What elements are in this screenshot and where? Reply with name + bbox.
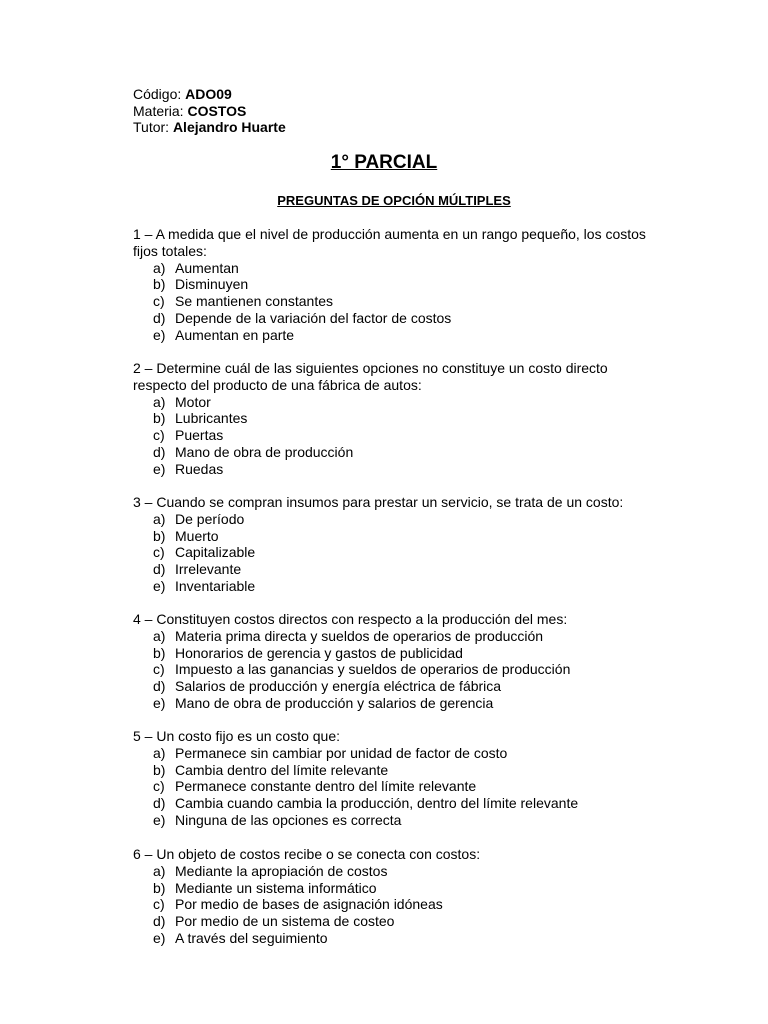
option-letter: d) xyxy=(153,913,166,930)
option-item xyxy=(133,913,663,930)
option-item xyxy=(133,578,663,595)
option-letter: a) xyxy=(153,259,166,276)
option-item xyxy=(133,930,663,947)
option-text: Capitalizable xyxy=(175,544,256,561)
option-item xyxy=(133,762,663,779)
option-text: Depende de la variación del factor de costos xyxy=(175,309,452,326)
option-letter: b) xyxy=(153,761,166,778)
option-item xyxy=(133,528,663,545)
option-item xyxy=(133,310,663,327)
tutor-line xyxy=(133,119,286,136)
options-list xyxy=(133,511,663,595)
option-text: Inventariable xyxy=(175,577,256,594)
tutor-label: Tutor: xyxy=(133,119,170,135)
option-item xyxy=(133,394,663,411)
option-text: Por medio de bases de asignación idóneas xyxy=(175,896,443,913)
option-letter: c) xyxy=(153,544,165,561)
option-item xyxy=(133,561,663,578)
option-letter: e) xyxy=(153,577,166,594)
option-item xyxy=(133,427,663,444)
option-text: Ruedas xyxy=(175,460,224,477)
option-item xyxy=(133,745,663,762)
option-item xyxy=(133,327,663,344)
materia-label: Materia: xyxy=(133,102,184,119)
option-text: Se mantienen constantes xyxy=(175,293,333,310)
options-list xyxy=(133,260,663,344)
option-text: Mediante un sistema informático xyxy=(175,879,377,896)
codigo-line xyxy=(133,86,286,103)
option-item xyxy=(133,444,663,461)
option-item xyxy=(133,880,663,897)
question-2 xyxy=(133,360,663,478)
option-item xyxy=(133,661,663,678)
option-text: Disminuyen xyxy=(175,276,249,293)
option-item xyxy=(133,461,663,478)
option-letter: c) xyxy=(153,427,165,444)
option-letter: b) xyxy=(153,410,166,427)
option-item xyxy=(133,293,663,310)
option-letter: a) xyxy=(153,510,166,527)
option-item xyxy=(133,678,663,695)
option-item xyxy=(133,695,663,712)
option-text: Impuesto a las ganancias y sueldos de operarios de producción xyxy=(175,661,571,678)
option-item xyxy=(133,628,663,645)
option-text: Aumentan xyxy=(175,259,239,276)
option-text: Muerto xyxy=(175,527,219,544)
codigo-label: Código: xyxy=(133,86,182,102)
option-text: Materia prima directa y sueldos de operarios de producción xyxy=(175,627,544,644)
option-text: Mediante la apropiación de costos xyxy=(175,862,388,879)
page-title: 1° PARCIAL xyxy=(330,152,438,173)
option-letter: e) xyxy=(153,326,166,343)
option-text: De período xyxy=(175,510,245,527)
option-letter: d) xyxy=(153,443,166,460)
option-text: Puertas xyxy=(175,427,224,444)
option-letter: a) xyxy=(153,393,166,410)
option-item xyxy=(133,812,663,829)
option-letter: c) xyxy=(153,896,165,913)
option-text: Mano de obra de producción y salarios de gerencia xyxy=(175,694,494,711)
question-text: 6 – Un objeto de costos recibe o se conecta con costos: xyxy=(133,846,481,862)
option-text: Salarios de producción y energía eléctrica de fábrica xyxy=(175,678,502,695)
option-letter: b) xyxy=(153,879,166,896)
tutor-value: Alejandro Huarte xyxy=(172,119,286,135)
option-letter: a) xyxy=(153,744,166,761)
option-letter: a) xyxy=(153,627,166,644)
option-text: Lubricantes xyxy=(175,410,248,427)
option-text: Mano de obra de producción xyxy=(175,443,354,460)
option-letter: d) xyxy=(153,561,166,578)
question-6 xyxy=(133,846,663,947)
option-item xyxy=(133,778,663,795)
options-list xyxy=(133,394,663,478)
option-text: Irrelevante xyxy=(175,561,242,578)
option-letter: d) xyxy=(153,309,166,326)
option-item xyxy=(133,276,663,293)
option-text: Honorarios de gerencia y gastos de publicidad xyxy=(175,644,463,661)
option-text: Permanece sin cambiar por unidad de factor de costo xyxy=(175,744,508,761)
question-1 xyxy=(133,226,663,344)
question-text: 2 – Determine cuál de las siguientes opciones no constituye un costo directo respecto del producto de una fábrica de autos: xyxy=(133,360,608,393)
option-text: Por medio de un sistema de costeo xyxy=(175,913,395,930)
option-letter: c) xyxy=(153,778,165,795)
option-text: A través del seguimiento xyxy=(175,929,328,946)
option-item xyxy=(133,544,663,561)
option-item xyxy=(133,645,663,662)
option-letter: a) xyxy=(153,862,166,879)
option-letter: e) xyxy=(153,811,166,828)
question-text: 5 – Un costo fijo es un costo que: xyxy=(133,728,341,744)
question-text: 4 – Constituyen costos directos con respecto a la producción del mes: xyxy=(133,611,568,627)
codigo-value: ADO09 xyxy=(185,86,232,102)
option-text: Aumentan en parte xyxy=(175,326,295,343)
option-letter: c) xyxy=(153,293,165,310)
section-subtitle: PREGUNTAS DE OPCIÓN MÚLTIPLES xyxy=(277,193,511,208)
question-5 xyxy=(133,728,663,829)
option-text: Motor xyxy=(175,393,211,410)
option-letter: d) xyxy=(153,795,166,812)
document-header xyxy=(133,86,286,136)
option-item xyxy=(133,410,663,427)
options-list xyxy=(133,628,663,712)
question-text: 3 – Cuando se compran insumos para prestar un servicio, se trata de un costo: xyxy=(133,494,624,510)
option-letter: b) xyxy=(153,644,166,661)
option-item xyxy=(133,863,663,880)
options-list xyxy=(133,745,663,829)
option-item xyxy=(133,511,663,528)
option-letter: b) xyxy=(153,527,166,544)
option-text: Cambia dentro del límite relevante xyxy=(175,761,389,778)
question-3 xyxy=(133,494,663,595)
materia-value: COSTOS xyxy=(187,102,247,119)
option-item xyxy=(133,896,663,913)
question-text: 1 – A medida que el nivel de producción aumenta en un rango pequeño, los costos fijos totales: xyxy=(133,226,646,259)
option-item xyxy=(133,260,663,277)
option-text: Ninguna de las opciones es correcta xyxy=(175,811,402,828)
materia-line xyxy=(133,103,286,120)
option-letter: d) xyxy=(153,678,166,695)
question-4 xyxy=(133,611,663,712)
option-text: Cambia cuando cambia la producción, dentro del límite relevante xyxy=(175,795,579,812)
option-letter: e) xyxy=(153,929,166,946)
option-letter: c) xyxy=(153,661,165,678)
option-letter: b) xyxy=(153,276,166,293)
option-text: Permanece constante dentro del límite relevante xyxy=(175,778,477,795)
option-item xyxy=(133,795,663,812)
option-letter: e) xyxy=(153,694,166,711)
options-list xyxy=(133,863,663,947)
option-letter: e) xyxy=(153,460,166,477)
